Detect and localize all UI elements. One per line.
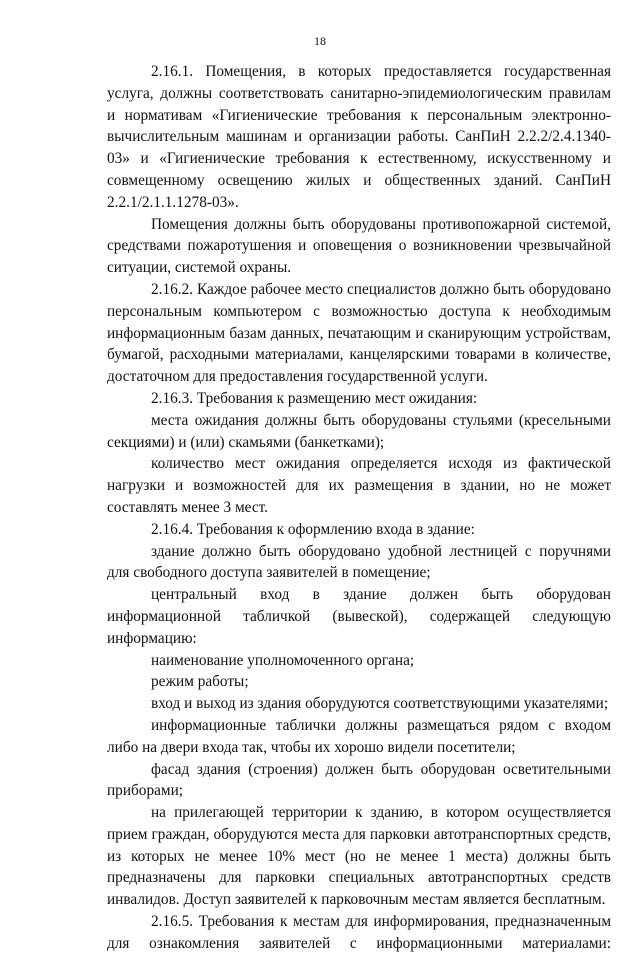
paragraph-waiting-count: количество мест ожидания определяется исходя из фактической нагрузки и возможностей для их размещения в здании, но не может составлять менее 3 мест. bbox=[107, 455, 611, 516]
paragraph-2-16-4: 2.16.4. Требования к оформлению входа в здание: bbox=[151, 520, 475, 538]
list-item-authority-name: наименование уполномоченного органа; bbox=[151, 651, 415, 669]
paragraph-fire-safety: Помещения должны быть оборудованы противопожарной системой, средствами пожаротушения и оповещения о возникновении чрезвычайной ситуации, системой охраны. bbox=[107, 215, 611, 277]
paragraph-stairs: здание должно быть оборудовано удобной лестницей с поручнями для свободного доступа заявителей в помещение; bbox=[107, 542, 611, 582]
page-number: 18 bbox=[314, 34, 326, 48]
paragraph-entrance-sign: центральный вход в здание должен быть оборудован информационной табличкой (вывеской), содержащей следующую информацию: bbox=[107, 586, 611, 647]
paragraph-info-plates: информационные таблички должны размещаться рядом с входом либо на двери входа так, чтобы их хорошо видели посетители; bbox=[107, 716, 611, 756]
paragraph-waiting-seats: места ожидания должны быть оборудованы стульями (кресельными секциями) и (или) скамьями (банкетками); bbox=[107, 411, 611, 451]
document-body bbox=[107, 61, 611, 955]
paragraph-2-16-2: 2.16.2. Каждое рабочее место специалистов должно быть оборудовано персональным компьютером с возможностью доступа к необходимым информационным базам данных, печатающим и сканирующим устройствам, бумагой, расходными материалами, канцелярскими товарами в количестве, достаточном для предоставления государственной услуги. bbox=[107, 280, 611, 386]
paragraph-2-16-1: 2.16.1. Помещения, в которых предоставляется государственная услуга, должны соответствовать санитарно-эпидемиологическим правилам и нормативам «Гигиенические требования к персональным электронно-вычислительным машинам и организации работы. СанПиН 2.2.2/2.4.1340-03» и «Гигиенические требования к естественному, искусственному и совмещенному освещению жилых и общественных зданий. СанПиН 2.2.1/2.1.1.1278-03». bbox=[107, 63, 611, 211]
paragraph-facade-lighting: фасад здания (строения) должен быть оборудован осветительными приборами; bbox=[107, 760, 611, 800]
paragraph-2-16-3: 2.16.3. Требования к размещению мест ожидания: bbox=[151, 389, 478, 407]
paragraph-2-16-5: 2.16.5. Требования к местам для информирования, предназначенным для ознакомления заявителей с информационными материалами: bbox=[107, 913, 611, 952]
list-item-working-hours: режим работы; bbox=[151, 673, 249, 691]
paragraph-entry-exit-signs: вход и выход из здания оборудуются соответствующими указателями; bbox=[151, 695, 609, 713]
paragraph-parking: на прилегающей территории к зданию, в котором осуществляется прием граждан, оборудуются места для парковки автотранспортных средств, из которых не менее 10% мест (но не менее 1 места) должны быть предназначены для парковки специальных автотранспортных средств инвалидов. Доступ заявителей к парковочным местам является бесплатным. bbox=[107, 804, 611, 909]
